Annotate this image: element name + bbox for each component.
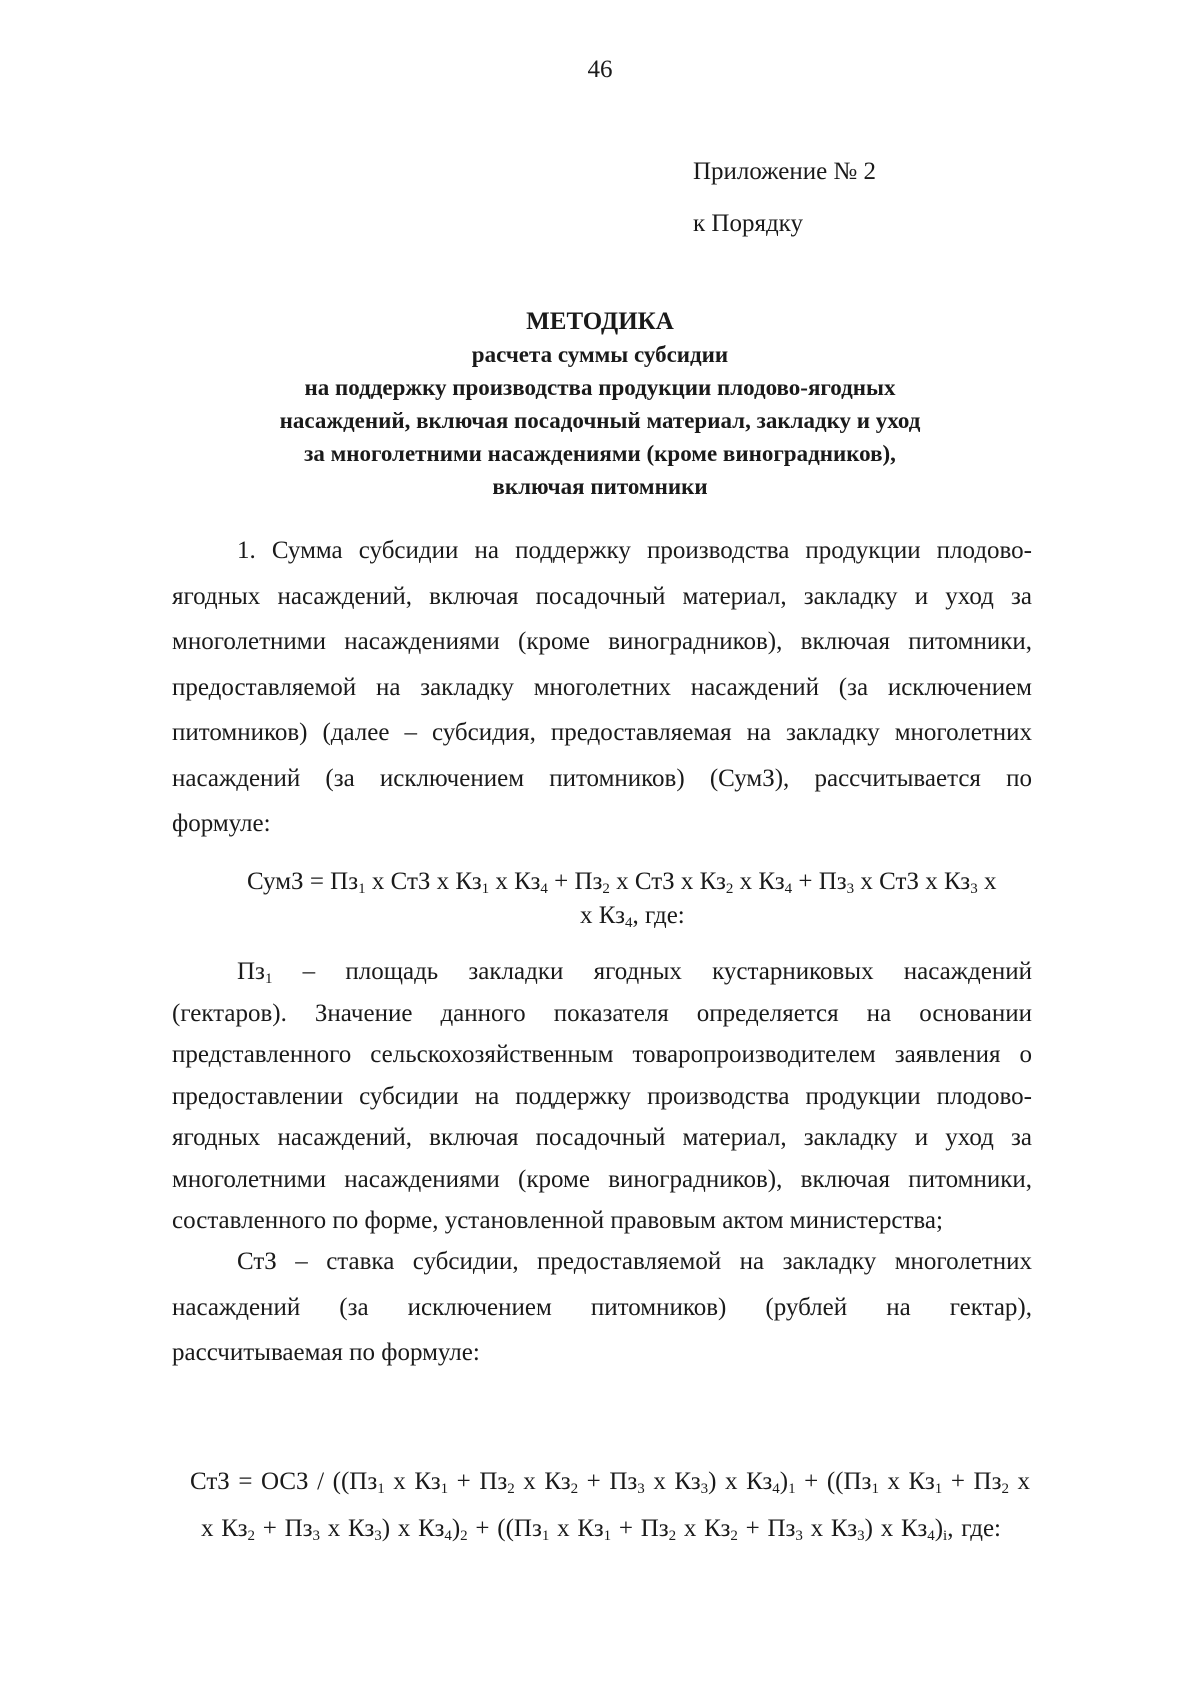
paragraph-line: насаждений (за исключением питомников) (рублей на гектар), [172, 1293, 1032, 1321]
paragraph-3 [172, 1239, 1032, 1376]
paragraph-line: ягодных насаждений, включая посадочный материал, закладку и уход за [172, 1124, 1032, 1151]
title-line: включая питомники [492, 474, 708, 499]
title-line: насаждений, включая посадочный материал, закладку и уход [279, 408, 921, 433]
paragraph-line: насаждений (за исключением питомников) (СумЗ), рассчитывается по [172, 764, 1032, 792]
paragraph-line: $Пз_1$ – площадь закладки ягодных кустарниковых насаждений [237, 958, 1032, 987]
paragraph-1 [172, 528, 1032, 847]
title-heading: МЕТОДИКА [526, 308, 674, 335]
page-number: 46 [587, 56, 613, 83]
paragraph-line: многолетними насаждениями (кроме виноградников), включая питомники, [172, 628, 1032, 655]
title-line: на поддержку производства продукции плодово-ягодных [304, 375, 896, 400]
formula-stz-line-1: СтЗ = ОСЗ / (($Пз_1$ х $Кз_1 + Пз_2$ х $Кз_2 + Пз_3$ х $Кз_3$) х $Кз_4)_1 + ((Пз_1$ х $Кз_1 + Пз_2$ х [190, 1468, 1031, 1497]
formula-sumz-line-1: СумЗ = $Пз_1$ х СтЗ х $Кз_1$ х $Кз_4 + Пз_2$ х СтЗ х $Кз_2$ х $Кз_4 + Пз_3$ х СтЗ х $Кз_3$ х [247, 868, 997, 897]
paragraph-line: СтЗ – ставка субсидии, предоставляемой на закладку многолетних [237, 1248, 1032, 1275]
paragraph-line: (гектаров). Значение данного показателя определяется на основании [172, 999, 1032, 1027]
paragraph-line: представленного сельскохозяйственным товаропроизводителем заявления о [172, 1041, 1032, 1068]
paragraph-line: многолетними насаждениями (кроме виноградников), включая питомники, [172, 1165, 1032, 1193]
title-line: расчета суммы субсидии [471, 342, 729, 367]
paragraph-line: 1. Сумма субсидии на поддержку производства продукции плодово- [237, 537, 1032, 564]
document-title [150, 305, 1050, 503]
appendix-reference: к Порядку [693, 210, 803, 237]
paragraph-line: составленного по форме, установленной правовым актом министерства; [172, 1207, 943, 1234]
paragraph-2 [172, 951, 1032, 1242]
paragraph-line: предоставлении субсидии на поддержку производства продукции плодово- [172, 1082, 1032, 1110]
paragraph-line: рассчитываемая по формуле: [172, 1339, 480, 1366]
paragraph-line: предоставляемой на закладку многолетних насаждений (за исключением [172, 673, 1032, 701]
paragraph-line: формуле: [172, 810, 271, 837]
formula-stz-line-2: х $Кз_2 + Пз_3$ х $Кз_3$) х $Кз_4)_2 + ((Пз_1$ х $Кз_1 + Пз_2$ х $Кз_2 + Пз_3$ х $Кз_3$) х $Кз_4)_i$, где: [201, 1515, 1001, 1544]
appendix-label: Приложение № 2 [693, 158, 877, 185]
formula-sumz-line-2: х $Кз_4$, где: [580, 902, 685, 931]
paragraph-line: ягодных насаждений, включая посадочный материал, закладку и уход за [172, 582, 1032, 610]
title-line: за многолетними насаждениями (кроме виноградников), [304, 441, 896, 466]
paragraph-line: питомников) (далее – субсидия, предоставляемая на закладку многолетних [172, 719, 1032, 746]
